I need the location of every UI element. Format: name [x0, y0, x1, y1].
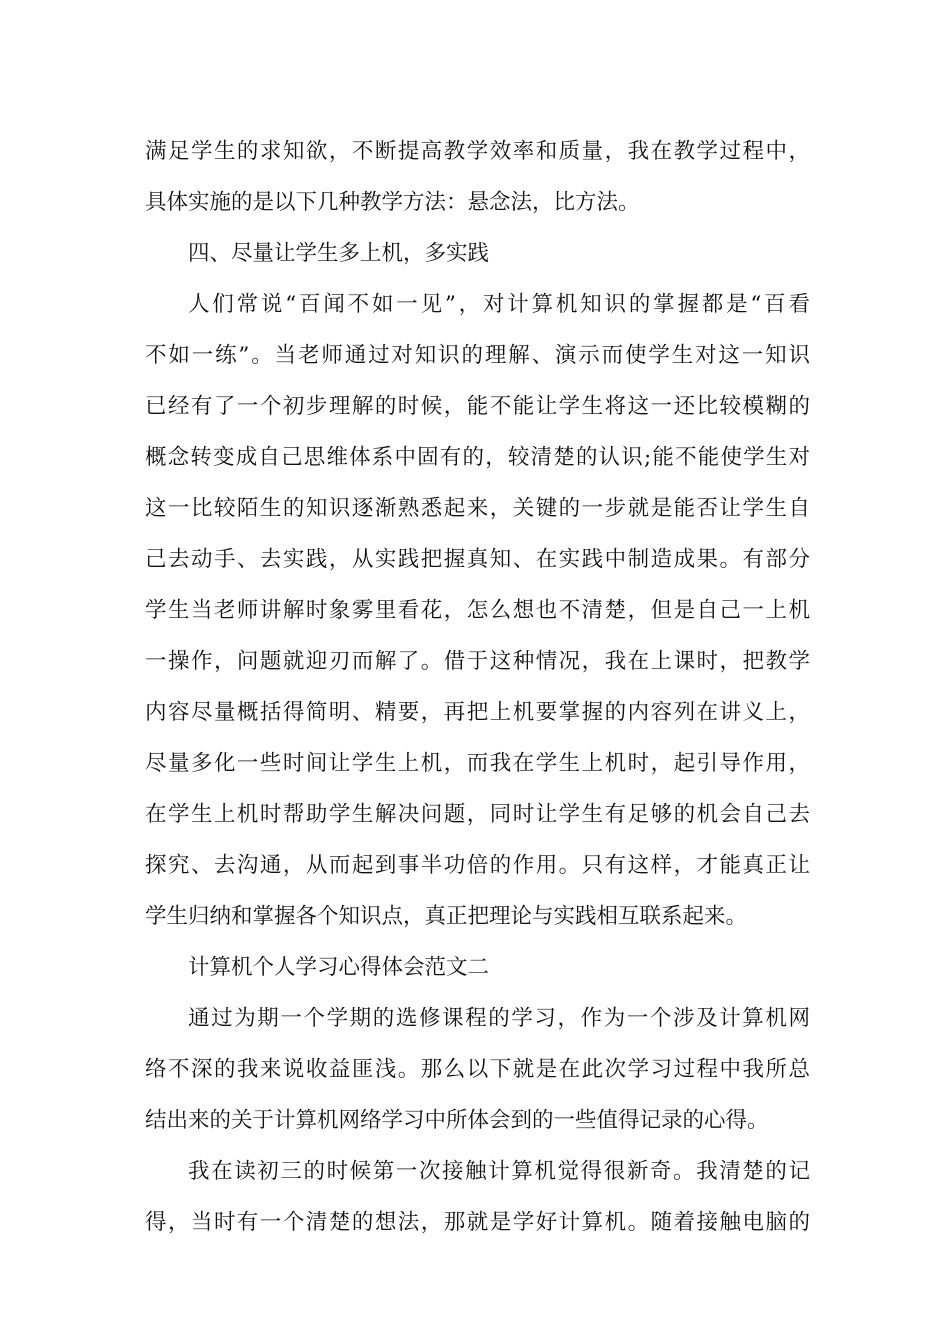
section-heading: 四、尽量让学生多上机，多实践 [188, 241, 490, 266]
text-line: 内容尽量概括得简明、精要，再把上机要掌握的内容列在讲义上， [145, 700, 810, 725]
text-line: 在学生上机时帮助学生解决问题，同时让学生有足够的机会自己去 [145, 802, 810, 827]
text-line: 探究、去沟通，从而起到事半功倍的作用。只有这样，才能真正让 [145, 853, 810, 878]
text-line: 己去动手、去实践，从实践把握真知、在实践中制造成果。有部分 [145, 547, 810, 572]
text-line: 结出来的关于计算机网络学习中所体会到的一些值得记录的心得。 [145, 1108, 769, 1133]
text-line: 不如一练”。当老师通过对知识的理解、演示而使学生对这一知识 [145, 343, 810, 368]
text-line: 学生当老师讲解时象雾里看花，怎么想也不清楚，但是自己一上机 [145, 598, 810, 623]
text-line: 络不深的我来说收益匪浅。那么以下就是在此次学习过程中我所总 [145, 1057, 810, 1082]
text-line: 满足学生的求知欲，不断提高教学效率和质量，我在教学过程中， [145, 139, 810, 164]
text-line: 得，当时有一个清楚的想法，那就是学好计算机。随着接触电脑的 [145, 1210, 810, 1235]
text-line: 人们常说“百闻不如一见”，对计算机知识的掌握都是“百看 [188, 292, 810, 317]
text-line: 已经有了一个初步理解的时候，能不能让学生将这一还比较模糊的 [145, 394, 810, 419]
text-line: 学生归纳和掌握各个知识点，真正把理论与实践相互联系起来。 [145, 904, 748, 929]
text-line: 通过为期一个学期的选修课程的学习，作为一个涉及计算机网 [188, 1006, 810, 1031]
text-line: 概念转变成自己思维体系中固有的，较清楚的认识;能不能使学生对 [145, 445, 810, 470]
text-line: 一操作，问题就迎刃而解了。借于这种情况，我在上课时，把教学 [145, 649, 810, 674]
section-heading: 计算机个人学习心得体会范文二 [188, 955, 490, 980]
text-line: 这一比较陌生的知识逐渐熟悉起来，关键的一步就是能否让学生自 [145, 496, 810, 521]
text-line: 我在读初三的时候第一次接触计算机觉得很新奇。我清楚的记 [188, 1159, 810, 1184]
text-line: 具体实施的是以下几种教学方法：悬念法，比方法。 [145, 190, 640, 215]
text-line: 尽量多化一些时间让学生上机，而我在学生上机时，起引导作用， [145, 751, 810, 776]
